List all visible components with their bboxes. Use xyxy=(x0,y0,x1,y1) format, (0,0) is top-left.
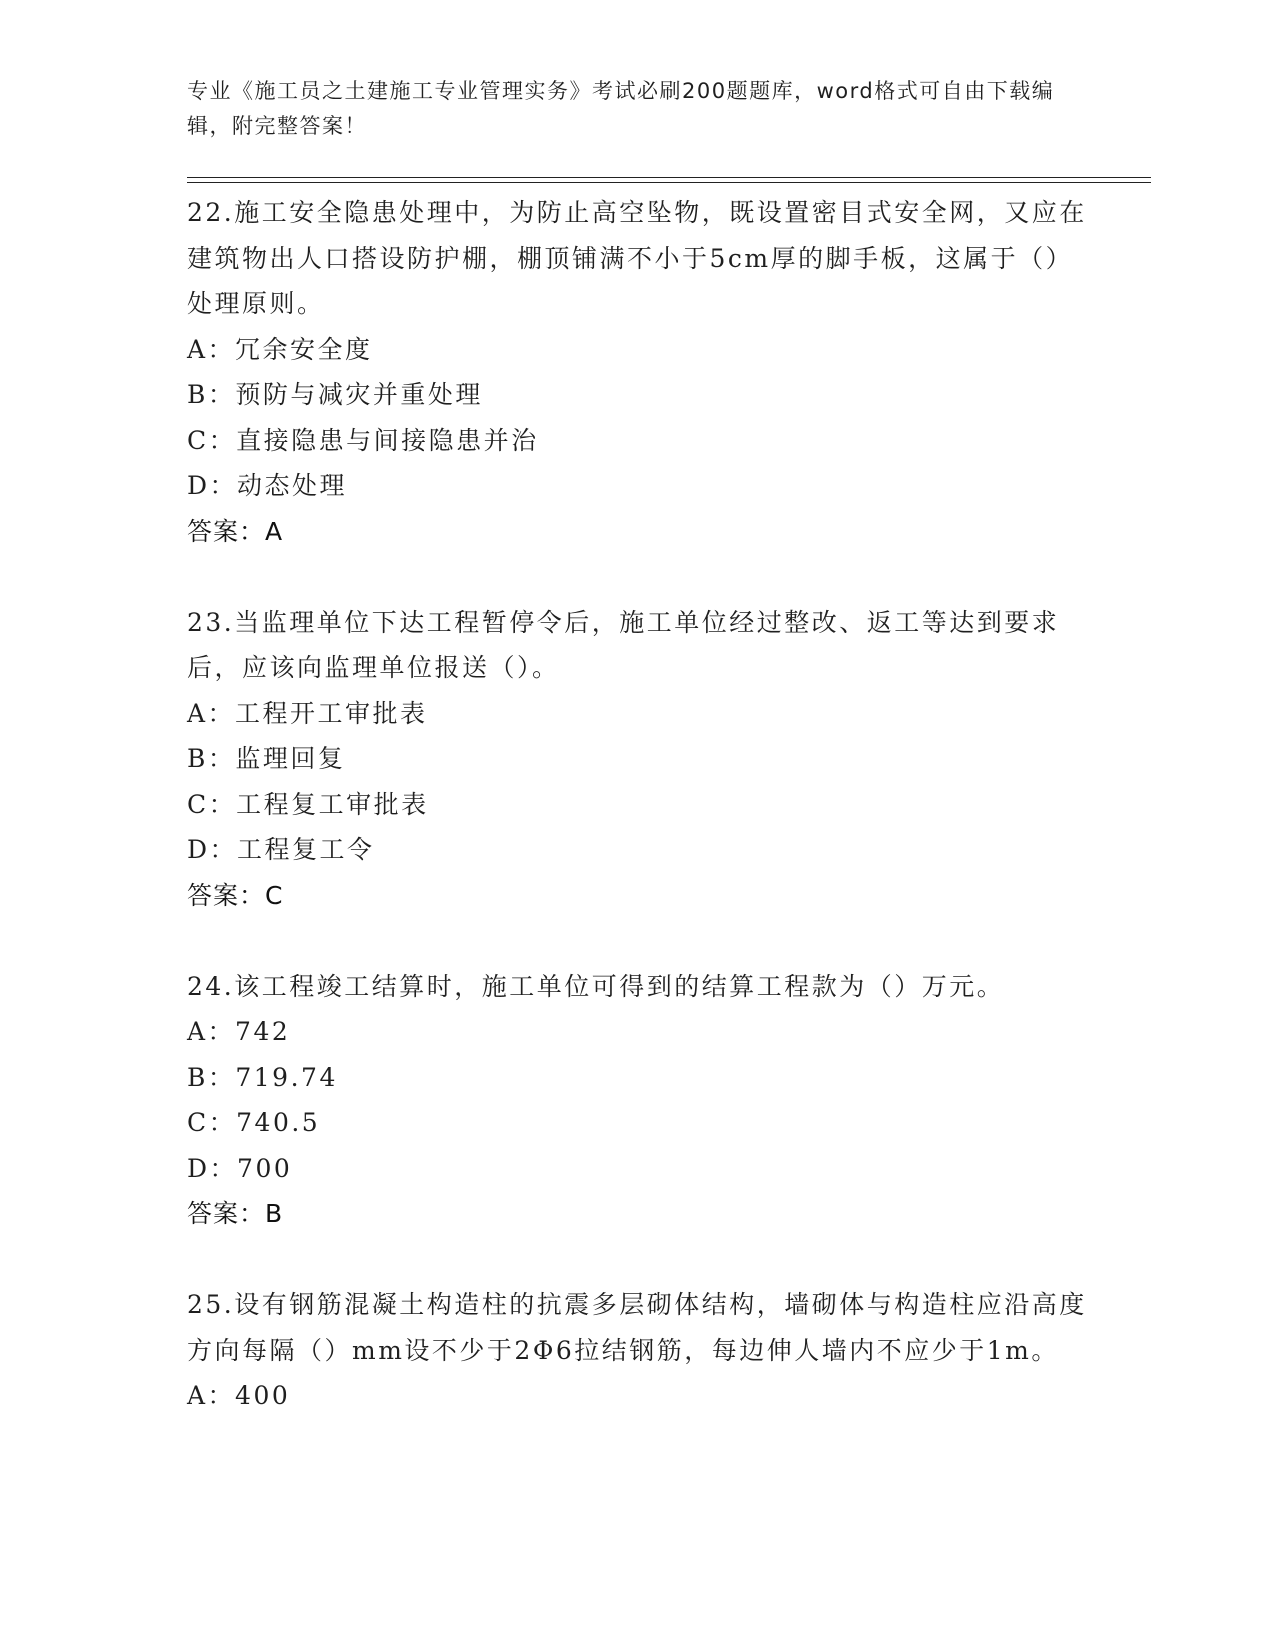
question-25 xyxy=(187,1282,1087,1419)
question-24 xyxy=(187,964,1087,1237)
option-b: B：监理回复 xyxy=(187,744,346,773)
question-stem: 23.当监理单位下达工程暂停令后，施工单位经过整改、返工等达到要求后，应该向监理单位报送（）。 xyxy=(187,607,1060,682)
header-divider-top xyxy=(187,177,1151,178)
question-spacer xyxy=(187,918,1087,964)
answer: 答案：C xyxy=(187,880,284,910)
question-stem: 25.设有钢筋混凝土构造柱的抗震多层砌体结构，墙砌体与构造柱应沿高度方向每隔（）mm设不少于2Φ6拉结钢筋，每边伸人墙内不应少于1m。 xyxy=(187,1290,1087,1365)
option-c: C：直接隐患与间接隐患并治 xyxy=(187,425,539,455)
option-c: C：工程复工审批表 xyxy=(187,789,429,819)
header-divider-bottom xyxy=(187,182,1151,183)
document-header: 专业《施工员之土建施工专业管理实务》考试必刷200题题库，word格式可自由下载编辑，附完整答案！ xyxy=(187,79,1055,138)
option-a: A：冗余安全度 xyxy=(187,334,373,364)
answer: 答案：A xyxy=(187,516,284,546)
question-spacer xyxy=(187,1237,1087,1283)
option-b: B：预防与减灾并重处理 xyxy=(187,380,483,409)
option-a: A：工程开工审批表 xyxy=(187,698,428,728)
question-stem: 24.该工程竣工结算时，施工单位可得到的结算工程款为（）万元。 xyxy=(187,971,1005,1001)
option-c: C：740.5 xyxy=(187,1108,321,1137)
option-a: A：742 xyxy=(187,1017,291,1046)
answer: 答案：B xyxy=(187,1199,284,1228)
option-d: D：700 xyxy=(187,1153,293,1183)
option-d: D：动态处理 xyxy=(187,471,348,500)
question-23 xyxy=(187,600,1087,919)
option-d: D：工程复工令 xyxy=(187,835,375,864)
question-spacer xyxy=(187,554,1087,600)
option-b: B：719.74 xyxy=(187,1062,338,1092)
question-22 xyxy=(187,190,1087,554)
question-stem: 22.施工安全隐患处理中，为防止高空坠物，既设置密目式安全网，又应在建筑物出人口搭设防护棚，棚顶铺满不小于5cm厚的脚手板，这属于（）处理原则。 xyxy=(187,198,1087,318)
question-list xyxy=(187,190,1087,1419)
option-a: A：400 xyxy=(187,1381,291,1410)
